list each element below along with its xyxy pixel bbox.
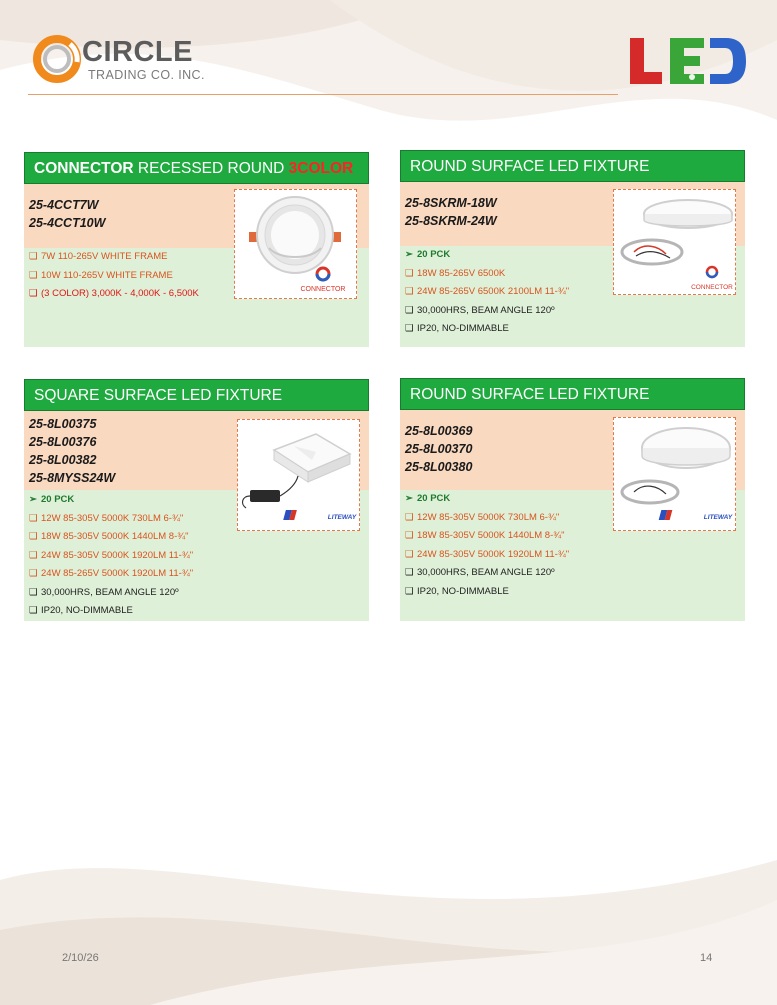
bullet-icon: ❑ — [29, 269, 38, 281]
model-number: 25-8L00369 — [405, 424, 473, 438]
bullet-icon: ❑ — [405, 304, 414, 316]
card-title — [24, 152, 369, 184]
feature-text: 18W 85-305V 5000K 1440LM 8-¾" — [417, 530, 565, 541]
bullet-icon: ❑ — [405, 567, 414, 578]
feature-list — [29, 491, 193, 621]
feature-text: 7W 110-265V WHITE FRAME — [41, 251, 168, 262]
page-number: 14 — [700, 952, 713, 964]
feature-text: 20 PCK — [417, 493, 451, 504]
feature-text: 12W 85-305V 5000K 730LM 6-¾" — [417, 511, 560, 523]
feature-text: IP20, NO-DIMMABLE — [417, 585, 509, 597]
feature-item — [405, 546, 569, 565]
title-main: RECESSED ROUND — [133, 160, 289, 177]
model-number: 25-8L00376 — [29, 435, 97, 449]
led-logo-icon — [626, 34, 750, 88]
feature-text: 10W 110-265V WHITE FRAME — [41, 269, 173, 281]
feature-text: 30,000HRS, BEAM ANGLE 120º — [41, 586, 179, 598]
feature-item — [29, 248, 199, 267]
feature-text: 12W 85-305V 5000K 730LM 6-¾" — [41, 512, 184, 524]
bullet-icon: ❑ — [29, 251, 38, 262]
title-highlight: 3COLOR — [288, 160, 354, 177]
feature-item — [29, 285, 199, 304]
bullet-icon: ➢ — [405, 249, 413, 260]
model-number: 25-4CCT7W — [29, 198, 99, 212]
bullet-icon: ❑ — [405, 548, 414, 560]
feature-text: 30,000HRS, BEAM ANGLE 120º — [417, 304, 555, 316]
bullet-icon: ❑ — [29, 288, 38, 299]
feature-item — [405, 490, 569, 509]
bullet-icon: ➢ — [405, 493, 413, 504]
model-number: 25-8L00375 — [29, 417, 97, 431]
feature-item — [405, 283, 569, 302]
circle-logo-icon — [32, 34, 82, 84]
bullet-icon: ❑ — [405, 323, 414, 334]
title-brand: CONNECTOR — [34, 160, 134, 177]
card-title: ROUND SURFACE LED FIXTURE — [400, 150, 745, 182]
feature-text: IP20, NO-DIMMABLE — [41, 605, 133, 616]
bullet-icon: ❑ — [405, 530, 414, 541]
card-title: SQUARE SURFACE LED FIXTURE — [24, 379, 369, 411]
product-card-round-surface-skrm — [400, 150, 745, 347]
model-number: 25-4CCT10W — [29, 216, 106, 230]
round-surface-fixture-image — [614, 418, 736, 531]
feature-item — [405, 320, 569, 339]
model-number: 25-8L00382 — [29, 453, 97, 467]
model-number: 25-8MYSS24W — [29, 471, 116, 485]
feature-text: 20 PCK — [417, 249, 451, 260]
feature-item — [29, 547, 193, 566]
model-number: 25-8L00380 — [405, 460, 473, 474]
feature-item — [405, 265, 569, 284]
feature-item — [29, 528, 193, 547]
feature-item — [29, 602, 193, 621]
feature-item — [405, 246, 569, 265]
feature-text: 24W 85-305V 5000K 1920LM 11-¾" — [417, 548, 570, 560]
product-card-connector-recessed — [24, 152, 369, 347]
feature-list — [405, 246, 569, 339]
feature-text: 24W 85-305V 5000K 1920LM 11-¾" — [41, 549, 194, 561]
feature-text: 18W 85-305V 5000K 1440LM 8-¾" — [41, 531, 189, 542]
feature-item — [405, 564, 569, 583]
logo-name: CIRCLE — [82, 36, 193, 68]
product-image-frame — [613, 189, 736, 295]
bullet-icon: ❑ — [405, 585, 414, 597]
feature-item — [405, 583, 569, 602]
circle-trading-logo — [32, 34, 232, 86]
feature-text: 20 PCK — [41, 494, 75, 505]
feature-item — [29, 510, 193, 529]
feature-text: IP20, NO-DIMMABLE — [417, 323, 509, 334]
model-list — [405, 422, 472, 476]
feature-item — [405, 509, 569, 528]
header-divider — [28, 94, 618, 95]
model-number: 25-8SKRM-24W — [405, 214, 497, 228]
model-list — [29, 415, 115, 487]
bullet-icon: ❑ — [29, 549, 38, 561]
brand-connector-text: CONNECTOR — [300, 286, 346, 293]
feature-item — [405, 527, 569, 546]
feature-text: 24W 85-265V 6500K 2100LM 11-¾" — [417, 286, 570, 297]
feature-list — [29, 248, 199, 304]
feature-list — [405, 490, 569, 601]
product-image-frame — [613, 417, 736, 531]
bullet-icon: ❑ — [405, 267, 414, 279]
model-number: 25-8SKRM-18W — [405, 196, 497, 210]
footer-date: 2/10/26 — [62, 952, 99, 964]
bullet-icon: ❑ — [29, 568, 38, 579]
feature-text: 24W 85-265V 5000K 1920LM 11-¾" — [41, 568, 194, 579]
bullet-icon: ❑ — [405, 511, 414, 523]
feature-text: (3 COLOR) 3,000K - 4,000K - 6,500K — [41, 288, 199, 299]
model-number: 25-8L00370 — [405, 442, 473, 456]
bullet-icon: ❑ — [29, 605, 38, 616]
feature-item — [29, 267, 199, 286]
page-header — [0, 0, 777, 100]
product-card-square-surface — [24, 379, 369, 621]
product-image-frame — [234, 189, 357, 299]
feature-item — [29, 491, 193, 510]
feature-item — [29, 565, 193, 584]
brand-connector-text: CONNECTOR — [691, 284, 733, 291]
model-list — [405, 194, 497, 230]
feature-item — [405, 302, 569, 321]
square-surface-fixture-image — [238, 420, 360, 531]
recessed-downlight-image — [235, 190, 357, 299]
product-image-frame — [237, 419, 360, 531]
product-card-round-surface-liteway — [400, 378, 745, 621]
logo-subtitle: TRADING CO. INC. — [88, 68, 205, 82]
brand-liteway-text: LITEWAY — [327, 514, 357, 521]
feature-text: 18W 85-265V 6500K — [417, 267, 506, 279]
model-list — [29, 196, 105, 232]
bullet-icon: ❑ — [29, 512, 38, 524]
feature-text: 30,000HRS, BEAM ANGLE 120º — [417, 567, 555, 578]
brand-liteway-text: LITEWAY — [703, 514, 733, 521]
card-title: ROUND SURFACE LED FIXTURE — [400, 378, 745, 410]
bullet-icon: ➢ — [29, 494, 37, 505]
feature-item — [29, 584, 193, 603]
round-surface-fixture-image — [614, 190, 736, 295]
bullet-icon: ❑ — [29, 586, 38, 598]
bullet-icon: ❑ — [405, 286, 414, 297]
bullet-icon: ❑ — [29, 531, 38, 542]
